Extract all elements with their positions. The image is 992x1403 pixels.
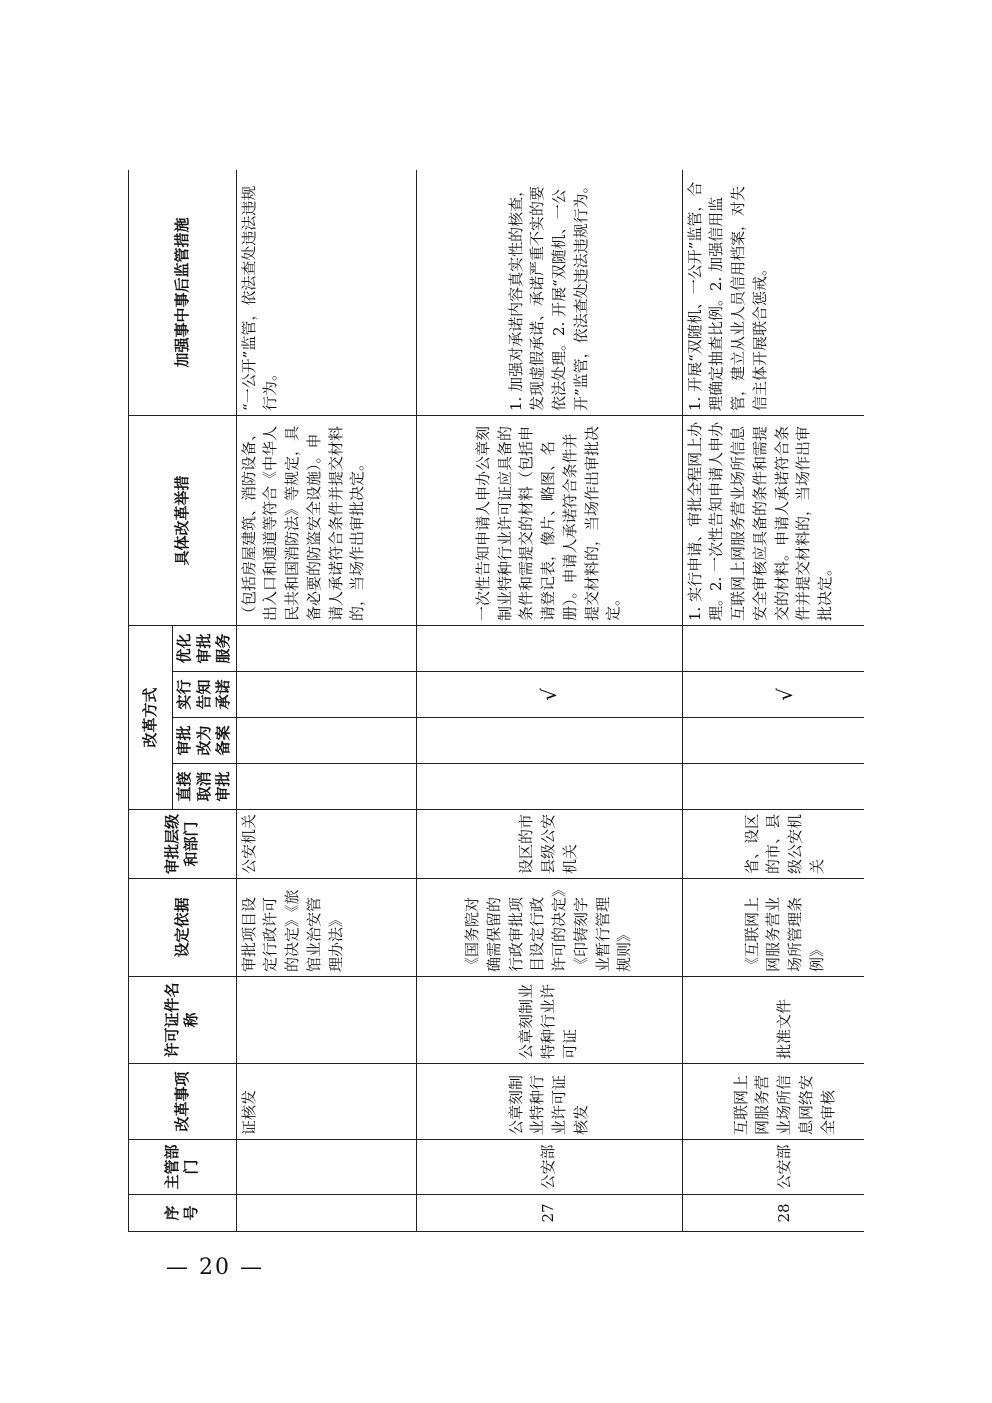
- cell-optimize: [236, 625, 416, 671]
- cell-cancel: [416, 764, 682, 810]
- header-cancel: 直接取消审批: [173, 764, 237, 810]
- cell-notify: √: [682, 672, 864, 718]
- cell-level: 设区的市县级公安机关: [416, 810, 682, 879]
- cell-cancel: [682, 764, 864, 810]
- header-dept: 主管部门: [129, 1140, 237, 1195]
- cell-supervision: 1. 加强对承诺内容真实性的核查，发现虚假承诺、承诺严重不实的要依法处理。2. 开展“双随机、一公开”监管，依法查处违法违规行为。: [416, 170, 682, 415]
- cell-notify: √: [416, 672, 682, 718]
- header-notify: 实行告知承诺: [173, 672, 237, 718]
- table-row: [236, 170, 416, 1232]
- table-row: [416, 170, 682, 1232]
- header-optimize: 优化审批服务: [173, 625, 237, 671]
- cell-item: 互联网上网服务营业场所信息网络安全审核: [682, 1064, 864, 1140]
- page-number: — 20 —: [166, 1255, 264, 1280]
- cell-dept: 公安部: [416, 1140, 682, 1195]
- cell-basis: 《国务院对确需保留的行政审批项目设定行政许可的决定》《印铸刻字业暂行管理规则》: [416, 879, 682, 977]
- cell-notify: [236, 672, 416, 718]
- header-seq: 序号: [129, 1195, 237, 1232]
- header-item: 改革事项: [129, 1064, 237, 1140]
- header-reform-group: 改革方式: [129, 625, 173, 809]
- cell-license: 公章刻制业特种行业许可证: [416, 977, 682, 1064]
- header-basis: 设定依据: [129, 879, 237, 977]
- cell-measures: （包括房屋建筑、消防设备、出入口和通道等符合《中华人民共和国消防法》等规定，具备必要的防盗安全设施）。申请人承诺符合条件并提交材料的，当场作出审批决定。: [236, 415, 416, 625]
- cell-filing: [682, 718, 864, 764]
- cell-item: 公章刻制业特种行业许可证核发: [416, 1064, 682, 1140]
- reform-table: [128, 170, 864, 1232]
- cell-seq: [236, 1195, 416, 1232]
- cell-seq: 27: [416, 1195, 682, 1232]
- cell-dept: [236, 1140, 416, 1195]
- cell-supervision: “一公开”监管，依法查处违法违规行为。: [236, 170, 416, 415]
- cell-cancel: [236, 764, 416, 810]
- cell-optimize: [416, 625, 682, 671]
- cell-item: 证核发: [236, 1064, 416, 1140]
- cell-dept: 公安部: [682, 1140, 864, 1195]
- cell-basis: 审批项目设定行政许可的决定》《旅馆业治安管理办法》: [236, 879, 416, 977]
- cell-seq: 28: [682, 1195, 864, 1232]
- header-license: 许可证件名称: [129, 977, 237, 1064]
- header-measures: 具体改革举措: [129, 415, 237, 625]
- cell-level: 公安机关: [236, 810, 416, 879]
- rotated-table: [128, 170, 864, 1232]
- cell-filing: [416, 718, 682, 764]
- cell-basis: 《互联网上网服务营业场所管理条例》: [682, 879, 864, 977]
- rotated-table-container: [128, 170, 864, 1232]
- cell-license: 批准文件: [682, 977, 864, 1064]
- cell-measures: 1. 实行申请、审批全程网上办理。2. 一次性告知申请人申办互联网上网服务营业场所信息安全审核应具备的条件和需提交的材料。申请人承诺符合条件并提交材料的，当场作出审批决定。: [682, 415, 864, 625]
- table-row: [682, 170, 864, 1232]
- cell-optimize: [682, 625, 864, 671]
- header-supervision: 加强事中事后监管措施: [129, 170, 237, 415]
- cell-license: [236, 977, 416, 1064]
- cell-supervision: 1. 开展“双随机、一公开”监管，合理确定抽查比例。2. 加强信用监管，建立从业人员信用档案，对失信主体开展联合惩戒。: [682, 170, 864, 415]
- header-filing: 审批改为备案: [173, 718, 237, 764]
- cell-measures: 一次性告知申请人申办公章刻制业特种行业许可证应具备的条件和需提交的材料（包括申请登记表，像片、略图、名册）。申请人承诺符合条件并提交材料的，当场作出审批决定。: [416, 415, 682, 625]
- header-level: 审批层级和部门: [129, 810, 237, 879]
- cell-level: 省、设区的市、县级公安机关: [682, 810, 864, 879]
- cell-filing: [236, 718, 416, 764]
